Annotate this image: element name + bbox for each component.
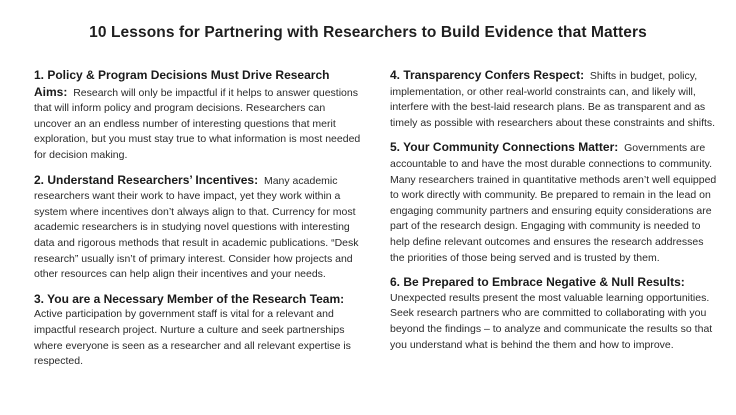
lesson-5 <box>390 140 720 266</box>
lesson-body: Shifts in budget, policy, implementation, or other real-world constraints can, and likely will, interfere with the best-laid research plans. Be as transparent and as timely as possible with researchers about these constraints and shifts. <box>390 70 716 129</box>
lesson-heading: 4. Transparency Confers Respect: <box>390 68 585 82</box>
lesson-heading: 3. You are a Necessary Member of the Research Team: <box>34 291 345 306</box>
lesson-2 <box>34 173 364 283</box>
lesson-body: Governments are accountable to and have the most durable connections to community. Many researchers trained in quantitative methods aren’t well equipped to work directly with community. Be prepared to remain in the lead on engaging community partners and ensuring equity considerations are part of the research design. Engaging with community is needed to help define relevant outcomes and ensures the research addresses the priorities of those being served and is trusted by them. <box>390 142 717 264</box>
lesson-1 <box>34 68 364 164</box>
lesson-3 <box>34 292 364 370</box>
lesson-body: Research will only be impactful if it helps to answer questions that will inform policy and program decisions. Researchers can uncover an an endless number of interesting questions that merit exploration, but you must stay true to what information is most needed for decision making. <box>34 86 361 161</box>
lesson-body: Many academic researchers want their work to have impact, yet they work within a system where incentives don’t always align to that. Currency for most academic researchers is in studying novel questions with interesting data and rigorous methods that result in academic publications. “Desk research” usually isn’t of primary interest. Consider how projects and other resources can help align their incentives and your needs. <box>34 174 359 281</box>
lesson-4 <box>390 68 720 131</box>
lesson-body: Unexpected results present the most valuable learning opportunities. Seek research partners who are committed to collaborating with you beyond the findings – to analyze and communicate the results so that you understand what is behind the them and how to improve. <box>390 291 713 351</box>
document-title: 10 Lessons for Partnering with Researchers to Build Evidence that Matters <box>89 24 647 41</box>
right-column <box>390 68 720 362</box>
lesson-6 <box>390 275 720 353</box>
lesson-heading: 5. Your Community Connections Matter: <box>390 140 619 155</box>
left-column <box>34 68 364 379</box>
lesson-heading: 1. Policy & Program Decisions Must Drive Research Aims: <box>34 68 330 99</box>
lesson-body: Active participation by government staff is vital for a relevant and impactful research project. Nurture a culture and seek partnerships where everyone is seen as a researcher and all relevant expertise is respected. <box>34 308 351 368</box>
lesson-heading: 6. Be Prepared to Embrace Negative & Null Results: <box>390 275 685 290</box>
lesson-heading: 2. Understand Researchers’ Incentives: <box>34 172 259 187</box>
